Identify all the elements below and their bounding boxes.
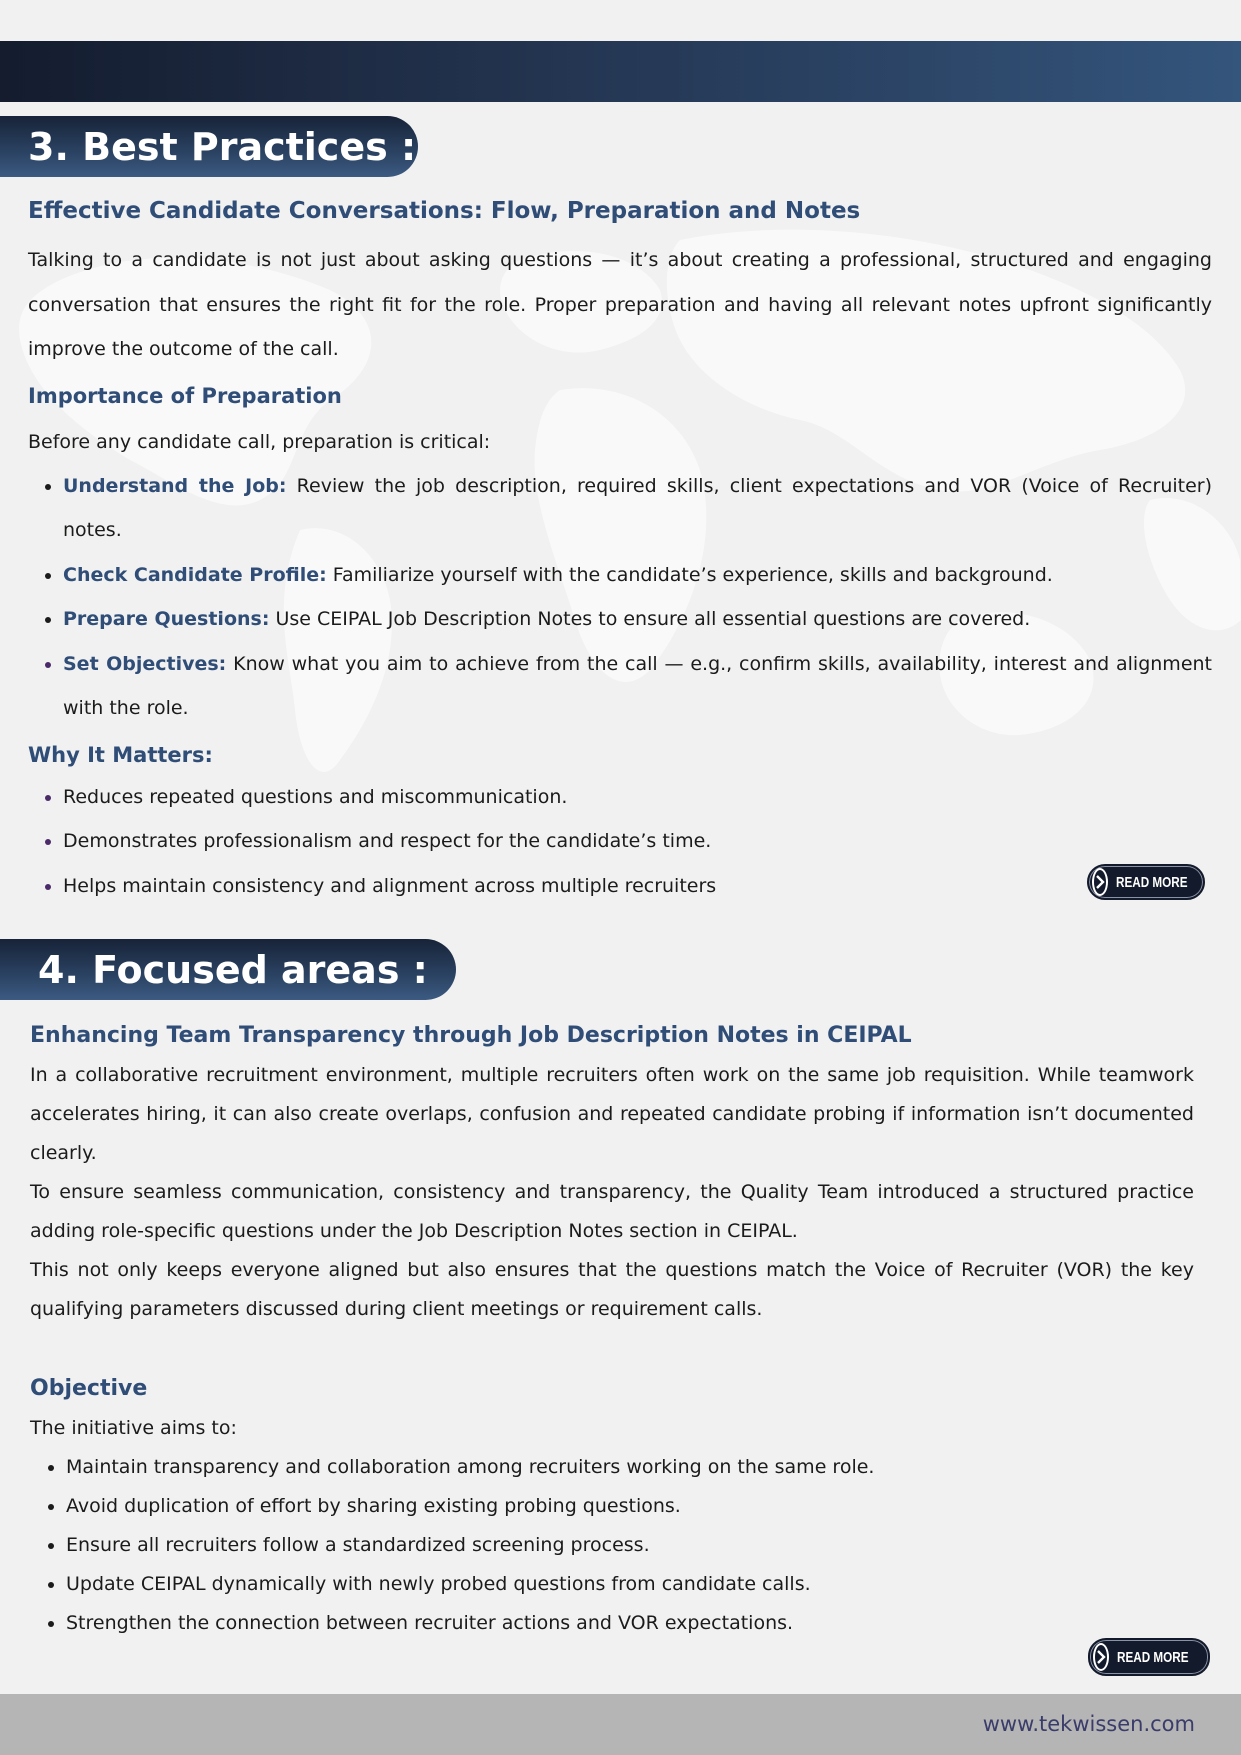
list-item bbox=[63, 464, 1212, 553]
objective-lead: The initiative aims to: bbox=[30, 1417, 237, 1439]
list-item-label: Prepare Questions: bbox=[63, 608, 270, 630]
read-more-button[interactable] bbox=[1088, 1638, 1210, 1676]
section-4-title-text: 4. Focused areas : bbox=[38, 947, 428, 992]
list-item: • Demonstrates professionalism and respect for the candidate’s time. bbox=[63, 819, 1212, 864]
list-item-text: Know what you aim to achieve from the call — e.g., confirm skills, availability, interest and alignment with the role. bbox=[63, 652, 1212, 719]
section-3-title bbox=[0, 116, 418, 177]
why-it-matters-heading: Why It Matters: bbox=[28, 742, 213, 767]
section-4-paragraph-1: In a collaborative recruitment environment, multiple recruiters often work on the same job requisition. While teamwork accelerates hiring, it can also create overlaps, confusion and repeated candidate probing if information isn’t documented clearly. bbox=[30, 1064, 1194, 1164]
section-3-heading: Effective Candidate Conversations: Flow, Preparation and Notes bbox=[28, 198, 861, 224]
section-4-paragraph-3: This not only keeps everyone aligned but also ensures that the questions match the Voice of Recruiter (VOR) the key qualifying parameters discussed during client meetings or requirement calls. bbox=[30, 1259, 1194, 1320]
section-3-content bbox=[28, 188, 1212, 908]
list-item-label: Check Candidate Profile: bbox=[63, 563, 327, 586]
list-item bbox=[63, 642, 1212, 731]
section-4-paragraph-2: To ensure seamless communication, consistency and transparency, the Quality Team introduced a structured practice adding role-specific questions under the Job Description Notes section in CEIPAL. bbox=[30, 1181, 1194, 1242]
list-item: • Reduces repeated questions and miscommunication. bbox=[63, 775, 1212, 820]
list-item bbox=[63, 553, 1212, 598]
list-item: • Update CEIPAL dynamically with newly probed questions from candidate calls. bbox=[66, 1565, 1194, 1604]
website-link[interactable]: www.tekwissen.com bbox=[982, 1712, 1195, 1736]
list-item: • Strengthen the connection between recruiter actions and VOR expectations. bbox=[66, 1604, 1194, 1643]
footer bbox=[0, 1694, 1241, 1755]
list-item bbox=[63, 597, 1212, 642]
why-it-matters-list bbox=[28, 775, 1212, 909]
list-item: • Ensure all recruiters follow a standardized screening process. bbox=[66, 1526, 1194, 1565]
top-banner bbox=[0, 41, 1241, 102]
list-item-label: Set Objectives: bbox=[63, 652, 227, 675]
read-more-label: READ MORE bbox=[1117, 1648, 1189, 1666]
section-3-title-text: 3. Best Practices : bbox=[28, 124, 417, 169]
read-more-button[interactable] bbox=[1087, 864, 1205, 900]
section-4-content bbox=[30, 1016, 1194, 1643]
list-item: • Avoid duplication of effort by sharing existing probing questions. bbox=[66, 1487, 1194, 1526]
list-item-text: Familiarize yourself with the candidate’s experience, skills and background. bbox=[326, 563, 1053, 586]
objective-heading: Objective bbox=[30, 1376, 148, 1401]
list-item-text: Review the job description, required skills, client expectations and VOR (Voice of Recruiter) notes. bbox=[63, 474, 1212, 541]
list-item: • Maintain transparency and collaboration among recruiters working on the same role. bbox=[66, 1448, 1194, 1487]
chevron-right-icon bbox=[1093, 1643, 1109, 1671]
section-3-intro: Talking to a candidate is not just about asking questions — it’s about creating a professional, structured and engaging conversation that ensures the right fit for the role. Proper preparation and having all relevant notes upfront significantly improve the outcome of the call. bbox=[28, 249, 1212, 360]
preparation-lead: Before any candidate call, preparation is critical: bbox=[28, 430, 491, 453]
list-item: • Helps maintain consistency and alignment across multiple recruiters bbox=[63, 864, 1212, 909]
preparation-heading: Importance of Preparation bbox=[28, 383, 342, 408]
section-4-heading: Enhancing Team Transparency through Job Description Notes in CEIPAL bbox=[30, 1023, 912, 1048]
list-item-label: Understand the Job: bbox=[63, 474, 287, 497]
preparation-list bbox=[28, 464, 1212, 731]
objective-list bbox=[30, 1448, 1194, 1643]
section-4-title bbox=[0, 939, 456, 1000]
list-item-text: Use CEIPAL Job Description Notes to ensure all essential questions are covered. bbox=[269, 608, 1031, 630]
chevron-right-icon bbox=[1092, 868, 1108, 896]
read-more-label: READ MORE bbox=[1116, 873, 1188, 891]
